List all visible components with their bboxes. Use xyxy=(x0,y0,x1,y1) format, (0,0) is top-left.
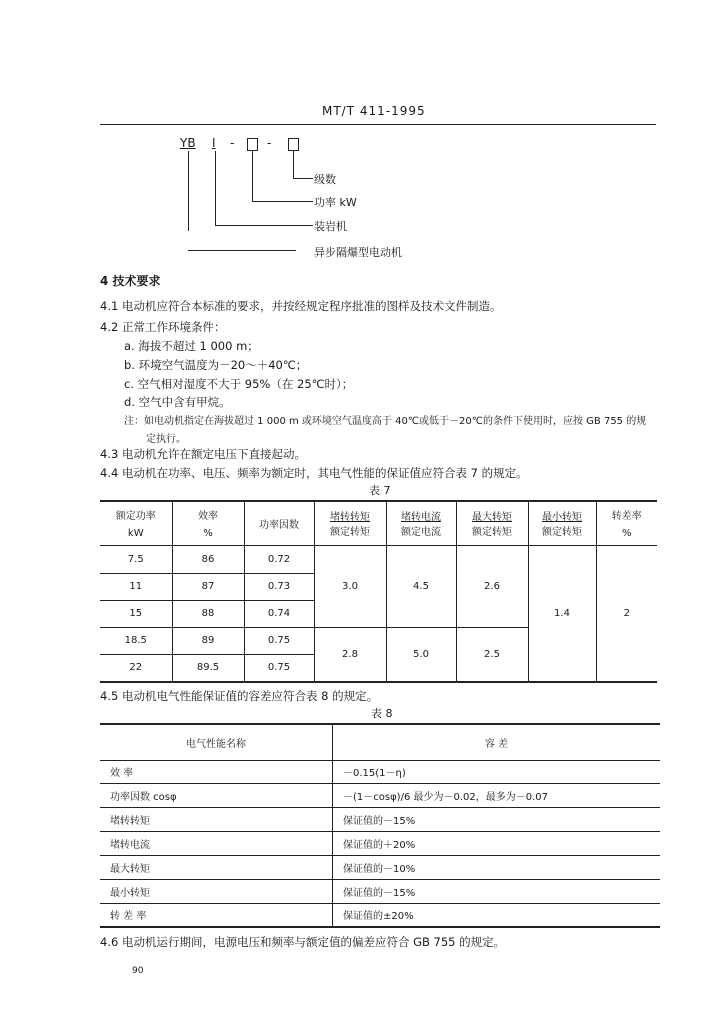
table7-cell-eff: 89 xyxy=(172,627,244,654)
label-poles: 级数 xyxy=(314,173,336,186)
table7-cell-pf: 0.74 xyxy=(244,600,314,627)
table8-cell-tol: 保证值的－15% xyxy=(333,807,661,831)
note-line-2: 定执行。 xyxy=(146,434,186,445)
table7-cell-pf: 0.75 xyxy=(244,627,314,654)
model-code-dash1: - xyxy=(230,136,235,150)
table7-cell-eff: 88 xyxy=(172,600,244,627)
table-7 xyxy=(100,500,657,683)
table-row xyxy=(100,807,660,831)
table8-header-name: 电气性能名称 xyxy=(100,724,333,760)
table-row xyxy=(100,903,660,927)
table8-cell-tol: －0.15(1－η) xyxy=(333,760,661,783)
table7-cell-pf: 0.75 xyxy=(244,654,314,682)
table8-cell-name: 转 差 率 xyxy=(100,903,333,927)
leader-poles-v xyxy=(293,151,294,179)
table-row xyxy=(100,783,660,807)
leader-motor-v xyxy=(188,151,189,231)
table8-cell-tol: 保证值的＋20% xyxy=(333,831,661,855)
table-row xyxy=(100,831,660,855)
clause-4-2-a: a. 海拔不超过 1 000 m； xyxy=(124,339,259,353)
table8-cell-tol: 保证值的－10% xyxy=(333,855,661,879)
leader-power-h xyxy=(252,201,313,202)
table8-cell-name: 功率因数 cosφ xyxy=(100,783,333,807)
leader-power-v xyxy=(252,151,253,202)
table7-cell-lrc: 5.0 xyxy=(386,627,456,682)
table7-cell-eff: 86 xyxy=(172,545,244,573)
table8-cell-name: 最大转矩 xyxy=(100,855,333,879)
table7-cell-slip: 2 xyxy=(596,545,657,682)
model-code-yb: YB xyxy=(180,136,196,150)
table8-cell-tol: 保证值的±20% xyxy=(333,903,661,927)
table8-header-row xyxy=(100,724,660,760)
table7-header-power: 额定功率 kW xyxy=(100,501,172,545)
clause-4-3: 4.3 电动机允许在额定电压下直接起动。 xyxy=(100,447,306,461)
table-row xyxy=(100,760,660,783)
table7-cell-eff: 87 xyxy=(172,573,244,600)
label-loader: 装岩机 xyxy=(314,220,347,233)
table-row xyxy=(100,545,657,573)
clause-4-6: 4.6 电动机运行期间，电源电压和频率与额定值的偏差应符合 GB 755 的规定。 xyxy=(100,935,506,949)
table7-cell-power: 11 xyxy=(100,573,172,600)
model-code-dash2: - xyxy=(267,136,272,150)
table7-cell-lrt: 3.0 xyxy=(314,545,386,627)
clause-4-1: 4.1 电动机应符合本标准的要求，并按经规定程序批准的图样及技术文件制造。 xyxy=(100,299,502,313)
table-row xyxy=(100,879,660,903)
table7-cell-eff: 89.5 xyxy=(172,654,244,682)
section-heading: 4 技术要求 xyxy=(100,274,161,288)
table7-header-lrt: 堵转转矩 额定转矩 xyxy=(314,501,386,545)
table8-cell-name: 效 率 xyxy=(100,760,333,783)
leader-poles-h xyxy=(293,178,313,179)
leader-loader-v xyxy=(215,151,216,226)
leader-loader-h xyxy=(215,225,313,226)
table7-cell-power: 15 xyxy=(100,600,172,627)
table7-header-eff: 效率 % xyxy=(172,501,244,545)
table7-cell-lrt: 2.8 xyxy=(314,627,386,682)
table8-cell-name: 堵转转矩 xyxy=(100,807,333,831)
table7-cell-pf: 0.72 xyxy=(244,545,314,573)
table7-header-pf: 功率因数 xyxy=(244,501,314,545)
table7-header-slip: 转差率 % xyxy=(596,501,657,545)
model-code-box-poles xyxy=(288,138,299,151)
clause-4-2-b: b. 环境空气温度为－20～＋40℃； xyxy=(124,358,308,372)
table7-header-mint: 最小转矩 额定转矩 xyxy=(528,501,596,545)
table7-header-row xyxy=(100,501,657,545)
table7-cell-bdt: 2.6 xyxy=(456,545,528,627)
table7-cell-pf: 0.73 xyxy=(244,573,314,600)
table7-header-lrc: 堵转电流 额定电流 xyxy=(386,501,456,545)
page-number: 90 xyxy=(132,966,144,976)
note-line-1: 注：如电动机指定在海拔超过 1 000 m 或环境空气温度高于 40℃或低于－20℃的条件下使用时，应按 GB 755 的规 xyxy=(124,416,647,427)
header-rule xyxy=(100,124,656,125)
clause-4-5: 4.5 电动机电气性能保证值的容差应符合表 8 的规定。 xyxy=(100,689,379,703)
table7-cell-lrc: 4.5 xyxy=(386,545,456,627)
table7-cell-bdt: 2.5 xyxy=(456,627,528,682)
table8-cell-name: 堵转电流 xyxy=(100,831,333,855)
table8-cell-tol: 保证值的－15% xyxy=(333,879,661,903)
clause-4-2-c: c. 空气相对湿度不大于 95%（在 25℃时）； xyxy=(124,377,354,391)
table8-caption: 表 8 xyxy=(371,707,393,720)
leader-motor-h xyxy=(188,250,296,251)
standard-number: MT/T 411-1995 xyxy=(322,104,426,118)
table-row xyxy=(100,855,660,879)
clause-4-2-d: d. 空气中含有甲烷。 xyxy=(124,395,231,409)
clause-4-4: 4.4 电动机在功率、电压、频率为额定时，其电气性能的保证值应符合表 7 的规定。 xyxy=(100,466,528,480)
label-power: 功率 kW xyxy=(314,196,357,209)
table7-cell-power: 7.5 xyxy=(100,545,172,573)
label-motor: 异步隔爆型电动机 xyxy=(314,246,402,259)
table7-cell-power: 18.5 xyxy=(100,627,172,654)
model-code-box-power xyxy=(247,138,258,151)
model-code-i: I xyxy=(212,136,216,150)
table8-cell-tol: －(1－cosφ)/6 最少为－0.02，最多为－0.07 xyxy=(333,783,661,807)
table7-header-bdt: 最大转矩 额定转矩 xyxy=(456,501,528,545)
table-8 xyxy=(100,723,660,928)
table7-cell-power: 22 xyxy=(100,654,172,682)
table7-caption: 表 7 xyxy=(369,484,391,497)
table8-cell-name: 最小转矩 xyxy=(100,879,333,903)
table8-header-tol: 容 差 xyxy=(333,724,661,760)
table7-cell-min-torque: 1.4 xyxy=(528,545,596,682)
clause-4-2: 4.2 正常工作环境条件： xyxy=(100,320,226,334)
